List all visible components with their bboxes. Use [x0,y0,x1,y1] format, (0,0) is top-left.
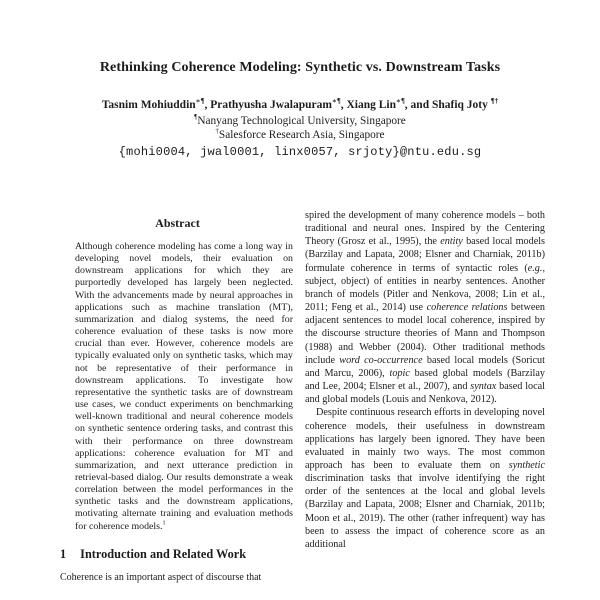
affiliations [0,115,600,143]
email-line: {mohi0004, jwal0001, linx0057, srjoty}@ntu.edu.sg [118,145,482,159]
affiliation-line: ¶Nanyang Technological University, Singapore [194,113,406,127]
author-name: Tasnim Mohiuddin [101,99,196,111]
right-column [305,209,545,551]
paper-title: Rethinking Coherence Modeling: Synthetic vs. Downstream Tasks [99,60,501,75]
section-title: Introduction and Related Work [80,546,247,561]
intro-first-line: Coherence is an important aspect of discourse that [60,571,262,583]
right-column-paragraph-2: Despite continuous research efforts in developing novel coherence models, their usefulness in downstream applications has largely been ignored. They have been evaluated in mainly two ways. The most common approach has been to evaluate them on synthetic discrimination tasks that involve identifying the right order of the sentences at the local and global levels (Barzilay and Lapata, 2008; Elsner and Charniak, 2011b; Moon et al., 2019). The other (rather infrequent) way has been to assess the impact of coherence score as an additional [305,407,545,550]
author-name: Xiang Lin [346,99,397,111]
author-name: Shafiq Joty [431,99,491,111]
author-line: Tasnim Mohiuddin∗¶, Prathyusha Jwalapuram∗¶, Xiang Lin∗¶, and Shafiq Joty ¶† [101,97,499,111]
author-name: Prathyusha Jwalapuram [210,99,332,111]
abstract-heading: Abstract [155,216,200,230]
right-column-paragraph-1: spired the development of many coherence models – both traditional and neural ones. Inspired by the Centering Theory (Grosz et al., 1995), the entity based local models (Barzilay and Lapata, 2008; Elsner and Charniak, 2011b) formulate coherence in terms of syntactic roles (e.g., subject, object) of entities in nearby sentences. Another branch of models (Pitler and Nenkova, 2008; Lin et al., 2011; Feng et al., 2014) use coherence relations between adjacent sentences to model local coherence, inspired by the discourse structure theories of Mann and Thompson (1988) and Webber (2004). Other traditional methods include word co-occurrence based local models (Soricut and Marcu, 2006), topic based global models (Barzilay and Lee, 2004; Elsner et al., 2007), and syntax based local and global models (Louis and Nenkova, 2012). [305,210,546,406]
section-number: 1 [60,546,67,561]
affiliation-line: †Salesforce Research Asia, Singapore [215,127,385,141]
abstract-text: Although coherence modeling has come a long way in developing novel models, their evaluation on downstream applications for which they are purportedly developed has largely been neglected. With the advancements made by neural approaches in applications such as machine translation (MT), summarization and dialog systems, the need for coherence evaluation of these tasks is now more crucial than ever. However, coherence models are typically evaluated only on synthetic tasks, which may not be representative of their performance in downstream applications. To investigate how representative the synthetic tasks are of downstream use cases, we conduct experiments on benchmarking well-known traditional and neural coherence models on synthetic sentence ordering tasks, and contrast this with their performance on three downstream applications: coherence evaluation for MT and summarization, and next utterance prediction in retrieval-based dialog. Our results demonstrate a weak correlation between the model performances in the synthetic tasks and the downstream applications, motivating alternate training and evaluation methods for coherence models.$^1$ [75,241,293,532]
section-heading [60,547,295,562]
left-column [60,216,295,583]
